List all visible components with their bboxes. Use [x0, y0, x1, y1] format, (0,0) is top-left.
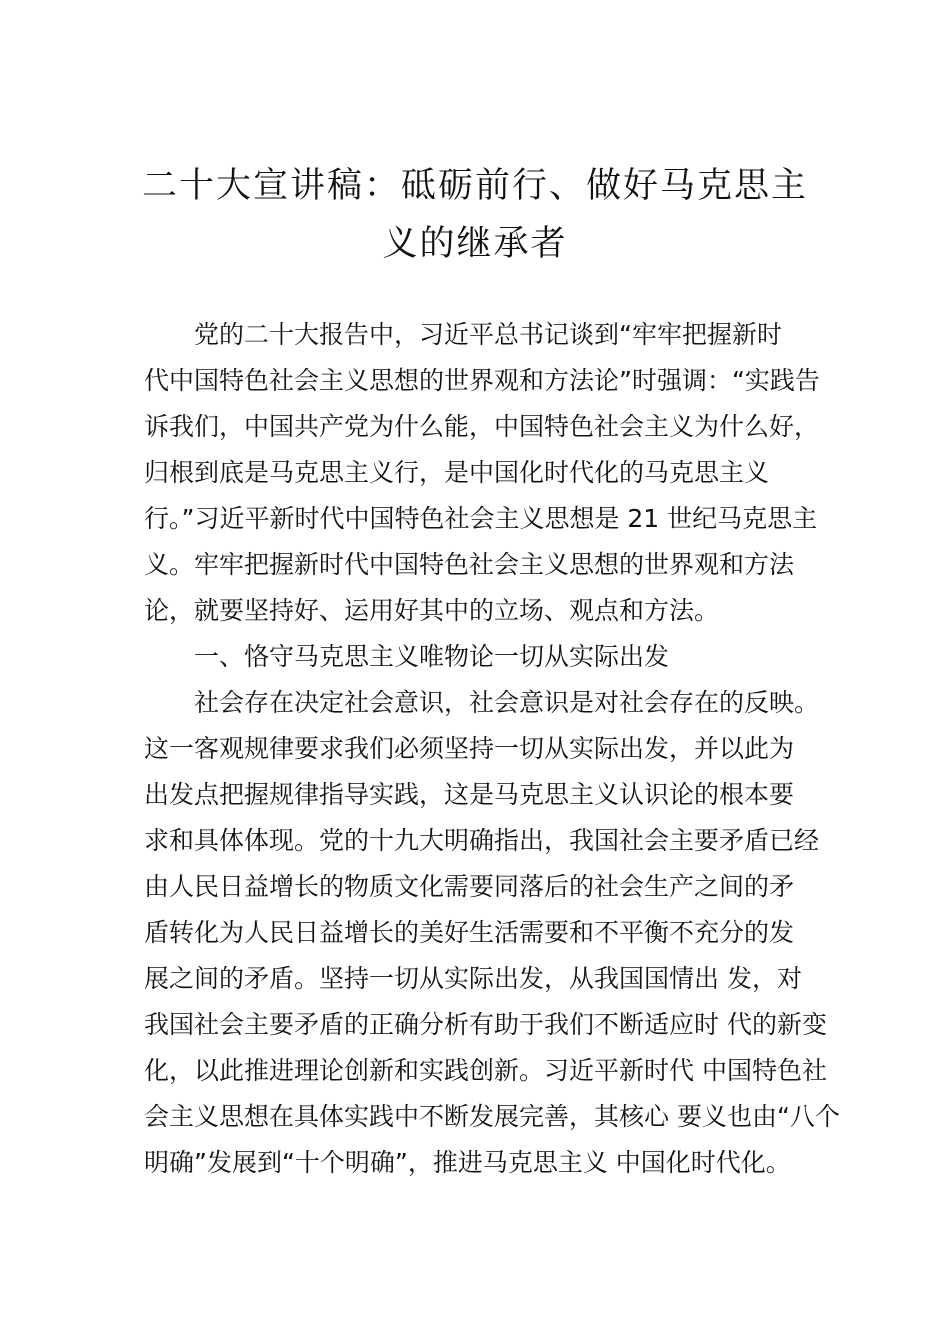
- paragraph-line: 求和具体体现。党的十九大明确指出，我国社会主要矛盾已经: [144, 826, 820, 855]
- paragraph-line: 党的二十大报告中，习近平总书记谈到“牢牢把握新时: [194, 320, 782, 349]
- document-title-line-1: 二十大宣讲稿：砥砺前行、做好马克思主: [141, 166, 808, 206]
- paragraph-line: 会主义思想在具体实践中不断发展完善，其核心 要义也由“八个: [144, 1102, 840, 1131]
- section-heading: 一、恪守马克思主义唯物论一切从实际出发: [194, 642, 670, 671]
- paragraph-line: 义。牢牢把握新时代中国特色社会主义思想的世界观和方法: [144, 550, 795, 579]
- paragraph-line: 论，就要坚持好、运用好其中的立场、观点和方法。: [144, 596, 720, 625]
- paragraph-line: 化，以此推进理论创新和实践创新。习近平新时代 中国特色社: [144, 1056, 827, 1085]
- document-title-line-2: 义的继承者: [382, 224, 568, 264]
- paragraph-line: 盾转化为人民日益增长的美好生活需要和不平衡不充分的发: [144, 918, 795, 947]
- paragraph-line: 出发点把握规律指导实践，这是马克思主义认识论的根本要: [144, 780, 795, 809]
- paragraph-line: 社会存在决定社会意识，社会意识是对社会存在的反映。: [194, 688, 820, 717]
- paragraph-line: 诉我们，中国共产党为什么能，中国特色社会主义为什么好，: [144, 412, 820, 441]
- paragraph-line: 展之间的矛盾。坚持一切从实际出发，从我国国情出 发，对: [144, 964, 802, 993]
- paragraph-line: 我国社会主要矛盾的正确分析有助于我们不断适应时 代的新变: [144, 1010, 827, 1039]
- paragraph-line: 这一客观规律要求我们必须坚持一切从实际出发，并以此为: [144, 734, 795, 763]
- paragraph-line: 行。”习近平新时代中国特色社会主义思想是 21 世纪马克思主: [144, 504, 818, 533]
- paragraph-line: 明确”发展到“十个明确”，推进马克思主义 中国化时代化。: [144, 1148, 791, 1177]
- paragraph-line: 归根到底是马克思主义行，是中国化时代化的马克思主义: [144, 458, 770, 487]
- paragraph-line: 由人民日益增长的物质文化需要同落后的社会生产之间的矛: [144, 872, 795, 901]
- paragraph-line: 代中国特色社会主义思想的世界观和方法论”时强调：“实践告: [144, 366, 820, 395]
